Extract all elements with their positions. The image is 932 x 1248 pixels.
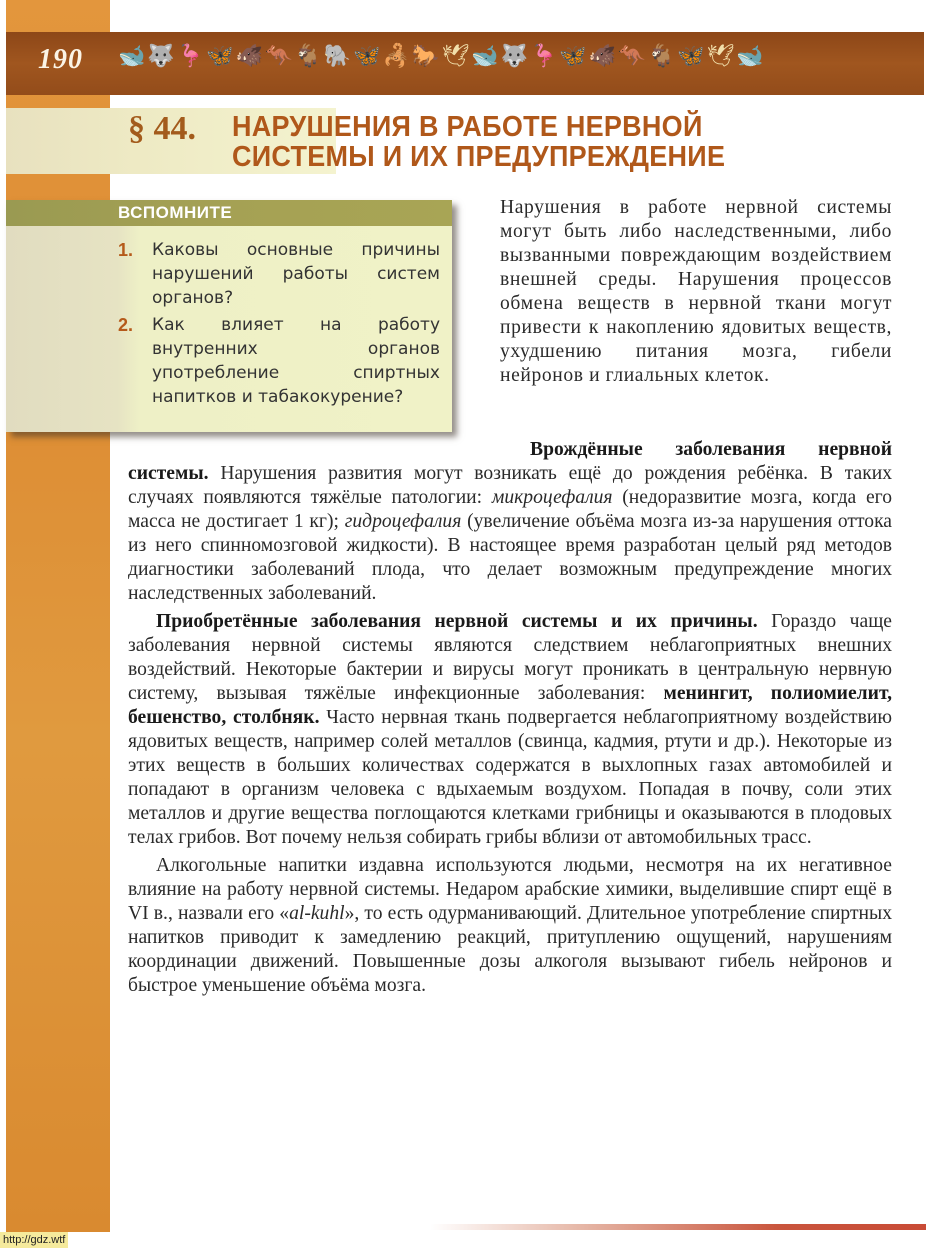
text: (увеличение объёма мозга из-за нарушения оттока из него спинномозговой жидкости). В настоящее время разработан целый ряд методов диагностики заболеваний плода, что делает возможным предупреждение многих наследственных заболеваний.: [128, 511, 892, 604]
text: Алкогольные напитки издавна используются людьми, несмотря на их негативное влияние на работу нервной системы. Недаром арабские химики, выделившие спирт ещё в VI в., назвали его «: [128, 855, 892, 924]
disease-list: менингит, полиомиелит, бешенство, столбняк.: [128, 683, 893, 728]
page-number: 190: [38, 44, 83, 75]
left-margin-strip: [6, 0, 110, 1232]
recall-question: [118, 238, 440, 310]
intro-paragraph: Нарушения в работе нервной системы могут быть либо наследственными, либо вызванными повреждающим воздействием внешней среды. Нарушения процессов обмена веществ в нервной ткани могут привести к накоплению ядовитых веществ, ухудшению питания мозга, гибели нейронов и глиальных клеток.: [500, 197, 892, 386]
recall-title: ВСПОМНИТЕ: [118, 203, 233, 222]
recall-questions: [118, 238, 440, 412]
question-number: 2.: [118, 315, 134, 335]
text: Нарушения развития могут возникать ещё до рождения ребёнка. В таких случаях появляются тяжёлые патологии:: [128, 463, 892, 508]
text: Часто нервная ткань подвергается неблагоприятному воздействию ядовитых веществ, например солей металлов (свинца, кадмия, ртути и др.). Некоторые из этих веществ в больших количествах содержатся в выхлопных газах автомобилей и попадают в организм человека с вдыхаемым воздухом. Попадая в почву, соли этих металлов и другие вещества поглощаются клетками грибницы и оказываются в плодовых телах грибов. Вот почему нельзя собирать грибы вблизи от автомобильных трасс.: [128, 707, 892, 848]
paragraph-congenital: [128, 438, 892, 606]
chapter-title-line-2: СИСТЕМЫ И ИХ ПРЕДУПРЕЖДЕНИЕ: [232, 141, 726, 173]
recall-question: [118, 313, 440, 409]
paragraph-acquired: [128, 610, 892, 850]
text: », то есть одурманивающий. Длительное употребление спиртных напитков приводит к замедлению реакций, притуплению ощущений, нарушениям координации движений. Повышенные дозы алкоголя вызывают гибель нейронов и быстрое уменьшение объёма мозга.: [128, 903, 892, 996]
bottom-decoration-bar: [430, 1224, 926, 1230]
question-text: Каковы основные причины нарушений работы систем органов?: [152, 240, 440, 308]
question-number: 1.: [118, 240, 134, 260]
heading-congenital: Врождённые заболевания нервной системы.: [128, 439, 892, 484]
heading-acquired: Приобретённые заболевания нервной системы и их причины.: [156, 611, 758, 632]
section-number: § 44.: [128, 110, 196, 147]
term-microcephaly: микроцефалия: [491, 487, 613, 508]
body-text: [128, 438, 892, 998]
text: (недоразвитие мозга, когда его масса не достигает 1 кг);: [128, 487, 892, 532]
recall-header: [6, 200, 452, 226]
paragraph-alcohol: [128, 854, 892, 998]
watermark-link[interactable]: http://gdz.wtf: [0, 1232, 68, 1248]
text: Гораздо чаще заболевания нервной системы являются следствием неблагоприятных внешних воздействий. Некоторые бактерии и вирусы могут проникать в центральную нервную систему, вызывая тяжёлые инфекционные заболевания:: [128, 611, 892, 704]
question-text: Как влияет на работу внутренних органов употребление спиртных напитков и табакокурение?: [152, 315, 440, 407]
term-hydrocephaly: гидроцефалия: [344, 511, 462, 532]
animal-silhouettes-decoration-icon: 🐋🐺🦩🦋🐗🦘🐐🐘🦋🦂🐎🕊🐋🐺🦩🦋🐗🦘🐐🦋🕊🐋: [118, 43, 766, 69]
term-alkuhl: al-kuhl: [289, 903, 345, 924]
chapter-title: [232, 112, 837, 172]
recall-box: [6, 200, 452, 432]
chapter-title-line-1: НАРУШЕНИЯ В РАБОТЕ НЕРВНОЙ: [232, 111, 703, 143]
